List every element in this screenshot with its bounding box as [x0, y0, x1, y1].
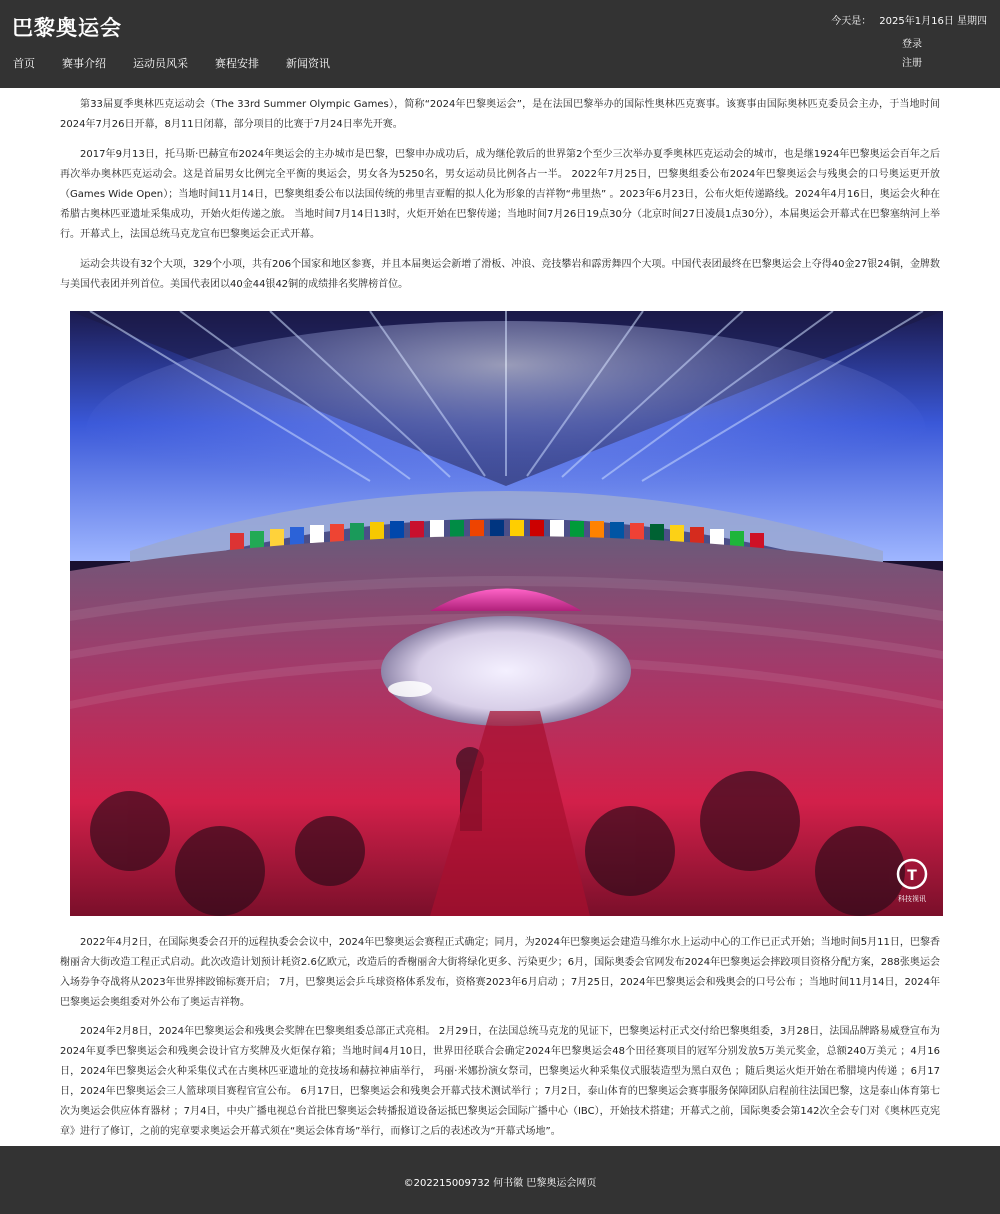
article-paragraph: 运动会共设有32个大项，329个小项，共有206个国家和地区参赛，并且本届奥运会新增了滑板、冲浪、竞技攀岩和霹雳舞四个大项。中国代表团最终在巴黎奥运会上夺得40金27银24铜，金牌数与美国代表团并列首位。美国代表团以40金44银42铜的成绩排名奖牌榜首位。: [60, 259, 940, 290]
login-link[interactable]: 登录: [902, 39, 922, 50]
nav-item-schedule[interactable]: 赛程安排: [215, 57, 259, 70]
date-value: 2025年1月16日 星期四: [879, 16, 987, 27]
register-link[interactable]: 注册: [902, 58, 922, 69]
article-paragraph: 2017年9月13日，托马斯·巴赫宣布2024年奥运会的主办城市是巴黎，巴黎申办成功后，成为继伦敦后的世界第2个至少三次举办夏季奥林匹克运动会的城市，也是继1924年巴黎奥运会百年之后再次举办奥林匹克运动会。这是首届男女比例完全平衡的奥运会，男女各为5250名，男女运动员比例各占一半。 2022年7月25日，巴黎奥组委公布2024年巴黎奥运会与残奥会的口号奥运更开放（Games Wide Open）；当地时间11月14日，巴黎奥组委公布以法国传统的弗里吉亚帽的拟人化为形象的吉祥物“弗里热” 。2023年6月23日，公布火炬传递路线。2024年4月16日，奥运会火种在希腊古奥林匹亚遗址采集成功，开始火炬传递之旅。 当地时间7月14日13时，火炬开始在巴黎传递；当地时间7月26日19点30分（北京时间27日凌晨1点30分），本届奥运会开幕式在巴黎塞纳河上举行。开幕式上，法国总统马克龙宣布巴黎奥运会正式开幕。: [60, 149, 940, 240]
site-title[interactable]: 巴黎奥运会: [12, 16, 122, 40]
nav-item-home[interactable]: 首页: [13, 57, 35, 70]
site-footer: [0, 1146, 1000, 1214]
current-date: [831, 12, 987, 27]
watermark-text: 科技视讯: [898, 895, 926, 903]
main-nav: [0, 55, 343, 71]
footer-copyright: ©202215009732 何书徽 巴黎奥运会网页: [403, 1178, 597, 1189]
nav-item-event-intro[interactable]: 赛事介绍: [62, 57, 106, 70]
article-paragraph: 2024年2月8日，2024年巴黎奥运会和残奥会奖牌在巴黎奥组委总部正式亮相。 2月29日，在法国总统马克龙的见证下，巴黎奥运村正式交付给巴黎奥组委，3月28日，法国品牌路易威登宣布为2024年夏季巴黎奥运会和残奥会设计官方奖牌及火炬保存箱；当地时间4月10日，世界田径联合会确定2024年巴黎奥运会48个田径赛项目的冠军分别发放5万美元奖金，总额240万美元 ；4月16日，2024年巴黎奥运会火种采集仪式在古奥林匹亚遗址的竞技场和赫拉神庙举行， 玛丽·米娜扮演女祭司，巴黎奥运火种采集仪式服装造型为黑白双色 ；随后奥运火炬开始在希腊境内传递 ；6月17日，2024年巴黎奥运会三人篮球项目赛程官宣公布。 6月17日，巴黎奥运会和残奥会开幕式技术测试举行 ；7月2日，泰山体育的巴黎奥运会赛事服务保障团队启程前往法国巴黎，这是泰山体育第七次为奥运会供应体育器材 ；7月4日，中央广播电视总台首批巴黎奥运会转播报道设备运抵巴黎奥运会国际广播中心（IBC），开始技术搭建；开幕式之前，国际奥委会第142次全会专门对《奥林匹克宪章》进行了修订，之前的宪章要求奥运会开幕式须在“奥运会体育场”举行，而修订之后的表述改为“开幕式场地”。: [60, 1026, 940, 1137]
stadium-illustration: [70, 311, 943, 916]
stadium-photo: [70, 311, 943, 916]
field: [381, 616, 631, 726]
svg-text:T: T: [907, 868, 917, 884]
nav-item-athletes[interactable]: 运动员风采: [133, 57, 188, 70]
site-header: [0, 0, 1000, 88]
date-label: 今天是：: [831, 16, 872, 27]
nav-item-news[interactable]: 新闻资讯: [286, 57, 330, 70]
article-paragraph: 第33届夏季奥林匹克运动会（The 33rd Summer Olympic Games），简称“2024年巴黎奥运会”，是在法国巴黎举办的国际性奥林匹克赛事。该赛事由国际奥林匹克委员会主办，于当地时间2024年7月26日开幕，8月11日闭幕，部分项目的比赛于7月24日率先开赛。: [60, 99, 940, 130]
article-paragraph: 2022年4月2日，在国际奥委会召开的远程执委会会议中，2024年巴黎奥运会赛程正式确定；同月，为2024年巴黎奥运会建造马维尔水上运动中心的工作已正式开始；当地时间5月11日，巴黎香榭丽舍大街改造工程正式启动。此次改造计划预计耗资2.6亿欧元，改造后的香榭丽舍大街将绿化更多、污染更少；6月，国际奥委会官网发布2024年巴黎奥运会摔跤项目资格分配方案，288张奥运会入场券争夺战将从2023年世界摔跤锦标赛开启； 7月，巴黎奥运会乒乓球资格体系发布，资格赛2023年6月启动 ；7月25日，2024年巴黎奥运会和残奥会的口号公布 ；当地时间11月14日，2024年巴黎奥运会奥组委对外公布了奥运吉祥物。: [60, 937, 940, 1008]
